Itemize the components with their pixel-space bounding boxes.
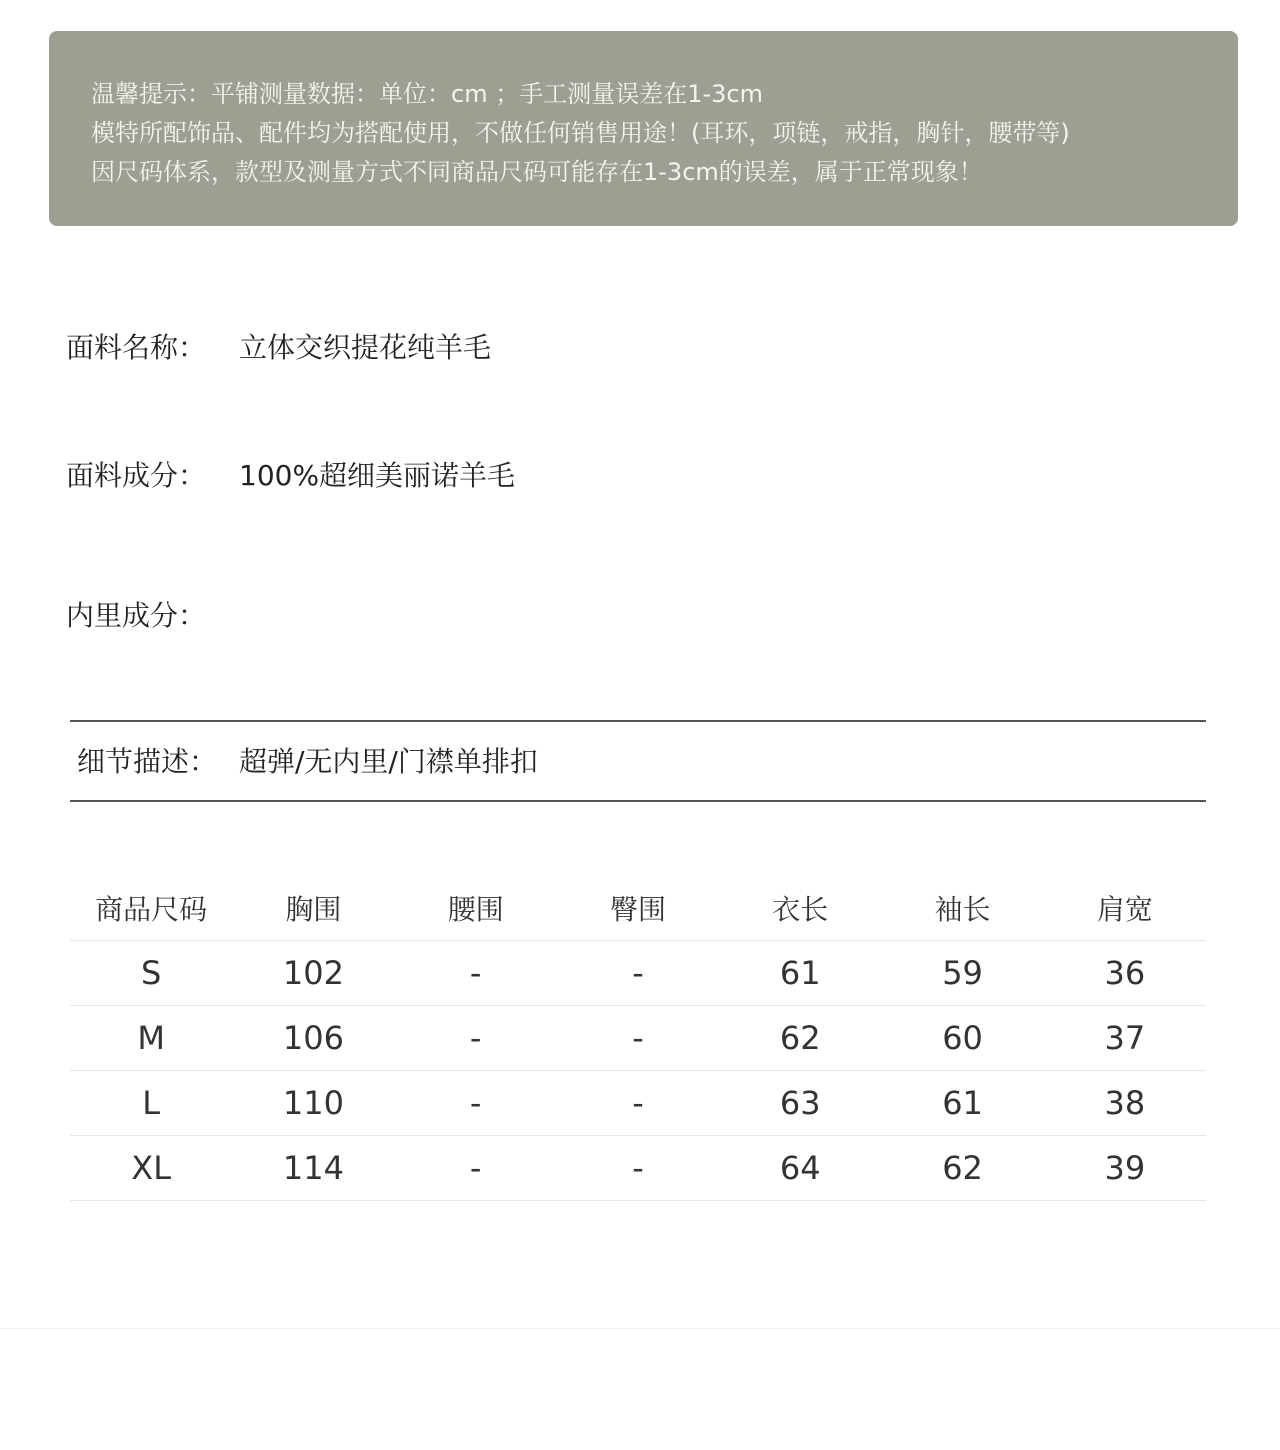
notice-line-measurement: 温馨提示：平铺测量数据：单位：cm ；手工测量误差在1-3cm xyxy=(91,80,763,108)
cell-chest: 110 xyxy=(232,1071,394,1136)
cell-length: 63 xyxy=(719,1071,881,1136)
header-size: 商品尺码 xyxy=(70,875,232,941)
size-chart-table xyxy=(70,875,1206,1201)
cell-chest: 106 xyxy=(232,1006,394,1071)
cell-hip: - xyxy=(557,1071,719,1136)
cell-length: 64 xyxy=(719,1136,881,1201)
fabric-name-label: 面料名称： xyxy=(66,331,207,364)
cell-hip: - xyxy=(557,1006,719,1071)
fabric-name-value: 立体交织提花纯羊毛 xyxy=(239,331,492,364)
header-waist: 腰围 xyxy=(395,875,557,941)
header-sleeve: 袖长 xyxy=(881,875,1043,941)
detail-description-label: 细节描述： xyxy=(77,745,218,778)
cell-size: XL xyxy=(70,1136,232,1201)
cell-waist: - xyxy=(395,1136,557,1201)
header-shoulder: 肩宽 xyxy=(1044,875,1206,941)
cell-sleeve: 61 xyxy=(881,1071,1043,1136)
fabric-composition-value: 100%超细美丽诺羊毛 xyxy=(239,459,516,492)
cell-shoulder: 36 xyxy=(1044,941,1206,1006)
lining-composition-row xyxy=(66,594,239,634)
size-notice-box xyxy=(49,31,1238,226)
cell-chest: 102 xyxy=(232,941,394,1006)
table-row xyxy=(70,941,1206,1006)
cell-size: L xyxy=(70,1071,232,1136)
detail-description-row xyxy=(77,740,538,780)
table-row xyxy=(70,1136,1206,1201)
page-bottom-divider xyxy=(0,1328,1280,1329)
cell-length: 61 xyxy=(719,941,881,1006)
cell-shoulder: 37 xyxy=(1044,1006,1206,1071)
lining-composition-label: 内里成分： xyxy=(66,599,207,632)
cell-sleeve: 59 xyxy=(881,941,1043,1006)
notice-line-size-error: 因尺码体系，款型及测量方式不同商品尺码可能存在1-3cm的误差，属于正常现象！ xyxy=(91,158,983,186)
header-length: 衣长 xyxy=(719,875,881,941)
cell-chest: 114 xyxy=(232,1136,394,1201)
fabric-name-row xyxy=(66,326,491,366)
size-table-header-row xyxy=(70,875,1206,941)
table-row xyxy=(70,1006,1206,1071)
detail-top-divider xyxy=(70,720,1206,722)
table-row xyxy=(70,1071,1206,1136)
cell-hip: - xyxy=(557,1136,719,1201)
cell-waist: - xyxy=(395,941,557,1006)
fabric-composition-row xyxy=(66,454,515,494)
cell-waist: - xyxy=(395,1006,557,1071)
cell-shoulder: 38 xyxy=(1044,1071,1206,1136)
detail-bottom-divider xyxy=(70,800,1206,802)
header-chest: 胸围 xyxy=(232,875,394,941)
cell-sleeve: 60 xyxy=(881,1006,1043,1071)
fabric-composition-label: 面料成分： xyxy=(66,459,207,492)
cell-waist: - xyxy=(395,1071,557,1136)
header-hip: 臀围 xyxy=(557,875,719,941)
cell-shoulder: 39 xyxy=(1044,1136,1206,1201)
cell-length: 62 xyxy=(719,1006,881,1071)
cell-sleeve: 62 xyxy=(881,1136,1043,1201)
cell-size: S xyxy=(70,941,232,1006)
cell-size: M xyxy=(70,1006,232,1071)
cell-hip: - xyxy=(557,941,719,1006)
notice-line-accessories: 模特所配饰品、配件均为搭配使用，不做任何销售用途！(耳环，项链，戒指，胸针，腰带等) xyxy=(91,119,1070,147)
detail-description-value: 超弹/无内里/门襟单排扣 xyxy=(239,745,538,778)
